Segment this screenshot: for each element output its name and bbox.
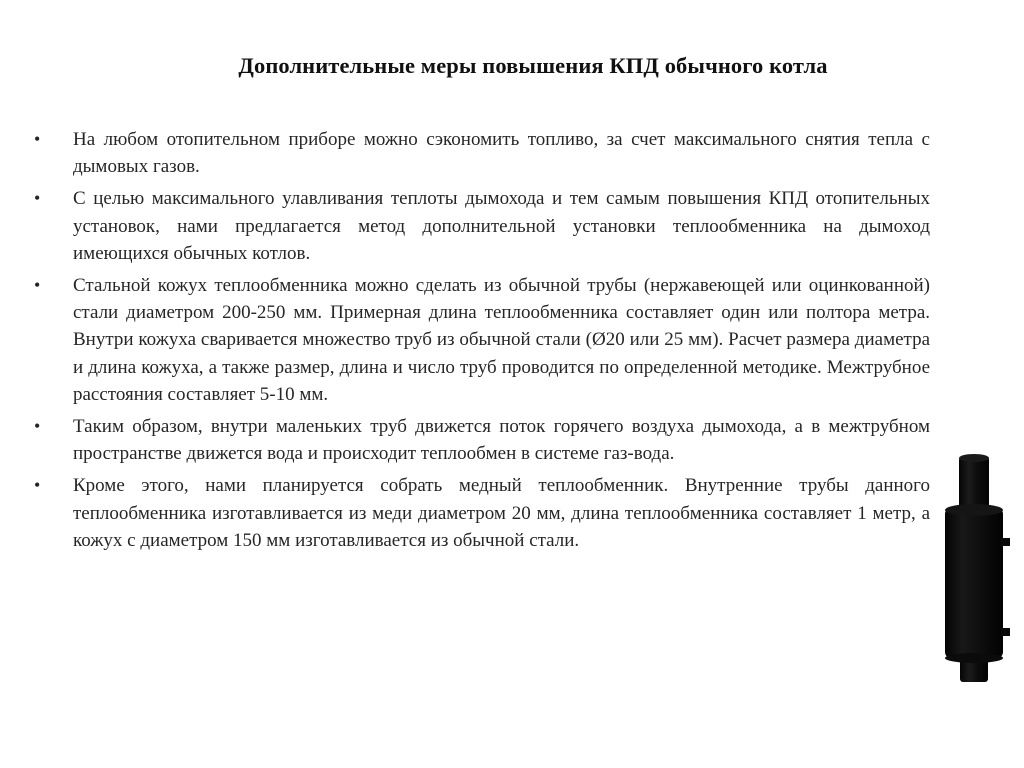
bullet-list xyxy=(34,126,930,559)
top-pipe xyxy=(959,456,989,512)
side-fitting xyxy=(1001,538,1010,546)
bullet-text: Кроме этого, нами планируется собрать медный теплообменник. Внутренние трубы данного теплообменника изготавливается из меди диаметром 20 мм, длина теплообменника составляет 1 метр, а кожух с диаметром 150 мм изготавливается из обычной стали. xyxy=(73,475,930,551)
bullet-text: Таким образом, внутри маленьких труб движется поток горячего воздуха дымохода, а в межтрубном пространстве движется вода и происходит теплообмен в системе газ-вода. xyxy=(73,416,930,465)
bullet-marker: • xyxy=(34,416,41,437)
bullet-text: На любом отопительном приборе можно сэкономить топливо, за счет максимального снятия тепла с дымовых газов. xyxy=(73,129,930,178)
side-fitting xyxy=(1001,628,1010,636)
slide-title xyxy=(0,53,1024,79)
bullet-item xyxy=(34,272,930,408)
bullet-item xyxy=(34,185,930,267)
bullet-marker: • xyxy=(34,188,41,209)
heat-exchanger-image xyxy=(932,452,1024,688)
slide-title-text: Дополнительные меры повышения КПД обычного котла xyxy=(238,53,828,78)
bullet-text: Стальной кожух теплообменника можно сделать из обычной трубы (нержавеющей или оцинкованной) стали диаметром 200-250 мм. Примерная длина теплообменника составляет один или полтора метра. Внутри кожуха сваривается множество труб из обычной стали (Ø20 или 25 мм). Расчет размера диаметра и длина кожуха, а также размер, длина и число труб проводится по определенной методике. Межтрубное расстояния составляет 5-10 мм. xyxy=(73,275,930,405)
bullet-marker: • xyxy=(34,275,41,296)
bullet-text: С целью максимального улавливания теплоты дымохода и тем самым повышения КПД отопительных установок, нами предлагается метод дополнительной установки теплообменника на дымоход имеющихся обычных котлов. xyxy=(73,188,930,264)
bullet-marker: • xyxy=(34,475,41,496)
housing xyxy=(945,508,1003,658)
bullet-item xyxy=(34,126,930,180)
bullet-item xyxy=(34,413,930,467)
bullet-marker: • xyxy=(34,129,41,149)
bullet-item xyxy=(34,472,930,554)
